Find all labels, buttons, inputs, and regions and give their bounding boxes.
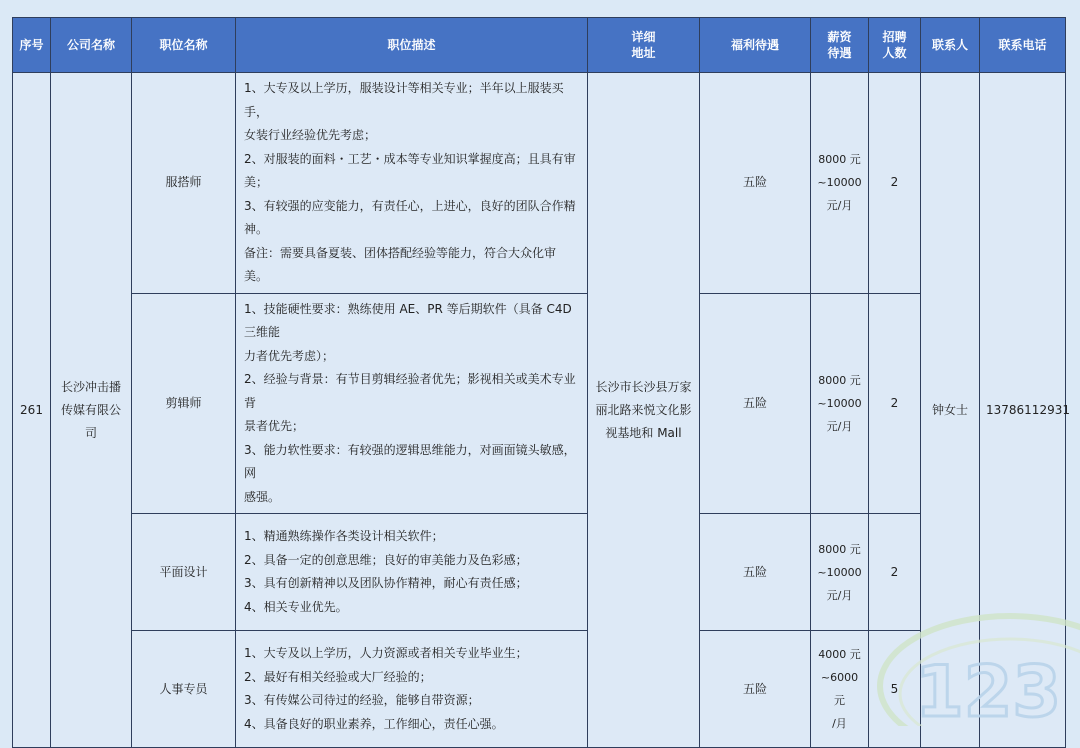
header-salary-line: 待遇 <box>827 46 852 60</box>
header-address <box>588 18 700 73</box>
job-headcount: 2 <box>869 73 921 294</box>
salary-line: ~10000 <box>817 396 862 410</box>
company-contact: 钟女士 <box>921 73 980 748</box>
desc-line: 1、技能硬性要求：熟练使用 AE、PR 等后期软件（具备 C4D 三维能 <box>244 301 572 339</box>
job-benefits: 五险 <box>700 514 811 631</box>
salary-line: ~10000 <box>817 176 862 190</box>
header-phone: 联系电话 <box>980 18 1066 73</box>
job-title: 平面设计 <box>132 514 236 631</box>
table-row <box>13 631 1066 748</box>
job-title: 剪辑师 <box>132 293 236 514</box>
desc-line: 3、具有创新精神以及团队协作精神，耐心有责任感； <box>244 576 528 590</box>
salary-line: 8000 元 <box>818 153 861 167</box>
header-headcount-line: 招聘 <box>882 30 907 44</box>
job-title: 服搭师 <box>132 73 236 294</box>
job-salary <box>811 514 869 631</box>
desc-line: 力者优先考虑）； <box>244 348 335 363</box>
table-row <box>13 73 1066 294</box>
header-description: 职位描述 <box>236 18 588 73</box>
desc-line: 1、大专及以上学历，人力资源或者相关专业毕业生； <box>244 646 528 660</box>
watermark-text: 123 <box>915 651 1062 726</box>
job-description <box>236 73 588 294</box>
job-title: 人事专员 <box>132 631 236 748</box>
desc-line: 1、大专及以上学历，服装设计等相关专业；半年以上服装买手， <box>244 81 564 119</box>
job-description <box>236 293 588 514</box>
job-description <box>236 631 588 748</box>
job-benefits: 五险 <box>700 631 811 748</box>
salary-line: 元/月 <box>826 419 853 433</box>
desc-line: 3、有较强的应变能力，有责任心，上进心，良好的团队合作精神。 <box>244 198 576 236</box>
job-salary <box>811 293 869 514</box>
desc-line: 女装行业经验优先考虑； <box>244 128 377 142</box>
salary-line: 8000 元 <box>818 542 861 556</box>
header-salary <box>811 18 869 73</box>
address-line: 丽北路来悦文化影 <box>595 402 692 417</box>
job-benefits: 五险 <box>700 293 811 514</box>
salary-line: /月 <box>832 717 847 730</box>
desc-line: 备注：需要具备夏装、团体搭配经验等能力，符合大众化审美。 <box>244 245 557 283</box>
header-position: 职位名称 <box>132 18 236 73</box>
desc-line: 3、有传媒公司待过的经验，能够自带资源； <box>244 693 480 707</box>
desc-line: 2、经验与背景：有节目剪辑经验者优先；影视相关或美术专业背 <box>244 372 576 410</box>
salary-line: ~6000 元 <box>820 671 859 707</box>
company-name <box>51 73 132 748</box>
header-address-line: 地址 <box>631 46 656 60</box>
header-address-line: 详细 <box>631 30 656 44</box>
salary-line: 元/月 <box>826 588 853 602</box>
desc-line: 3、能力软性要求：有较强的逻辑思维能力，对画面镜头敏感，网 <box>244 442 576 480</box>
table-row <box>13 514 1066 631</box>
job-listing-table-wrapper <box>12 17 1070 748</box>
company-name-line: 传媒有限公 <box>60 402 121 417</box>
header-benefits: 福利待遇 <box>700 18 811 73</box>
salary-line: 4000 元 <box>818 648 861 661</box>
header-company: 公司名称 <box>51 18 132 73</box>
job-listing-table <box>12 17 1070 748</box>
desc-line: 2、对服装的面料・工艺・成本等专业知识掌握度高；且具有审美； <box>244 151 576 189</box>
job-description <box>236 514 588 631</box>
salary-line: 元/月 <box>826 199 853 213</box>
header-headcount-line: 人数 <box>882 46 907 60</box>
desc-line: 1、精通熟练操作各类设计相关软件； <box>244 529 444 543</box>
company-name-line: 长沙冲击播 <box>60 379 121 394</box>
salary-line: 8000 元 <box>818 373 861 387</box>
job-salary <box>811 73 869 294</box>
desc-line: 4、具备良好的职业素养，工作细心，责任心强。 <box>244 716 504 731</box>
desc-line: 2、最好有相关经验或大厂经验的； <box>244 669 432 684</box>
company-index: 261 <box>13 73 51 748</box>
job-headcount: 2 <box>869 293 921 514</box>
desc-line: 4、相关专业优先。 <box>244 599 348 614</box>
address-line: 长沙市长沙县万家 <box>595 379 692 394</box>
address-line: 视基地和 Mall <box>605 425 682 440</box>
job-headcount: 2 <box>869 514 921 631</box>
company-address <box>588 73 700 748</box>
job-salary <box>811 631 869 748</box>
salary-line: ~10000 <box>817 565 862 579</box>
header-headcount <box>869 18 921 73</box>
header-row <box>13 18 1066 73</box>
desc-line: 感强。 <box>244 489 281 504</box>
header-contact: 联系人 <box>921 18 980 73</box>
desc-line: 景者优先； <box>244 419 305 433</box>
job-benefits: 五险 <box>700 73 811 294</box>
job-headcount: 5 <box>869 631 921 748</box>
company-name-line: 司 <box>84 425 97 440</box>
company-phone: 13786112931 <box>980 73 1066 748</box>
table-row <box>13 293 1066 514</box>
header-salary-line: 薪资 <box>827 30 852 44</box>
header-index: 序号 <box>13 18 51 73</box>
desc-line: 2、具备一定的创意思维；良好的审美能力及色彩感； <box>244 552 528 567</box>
